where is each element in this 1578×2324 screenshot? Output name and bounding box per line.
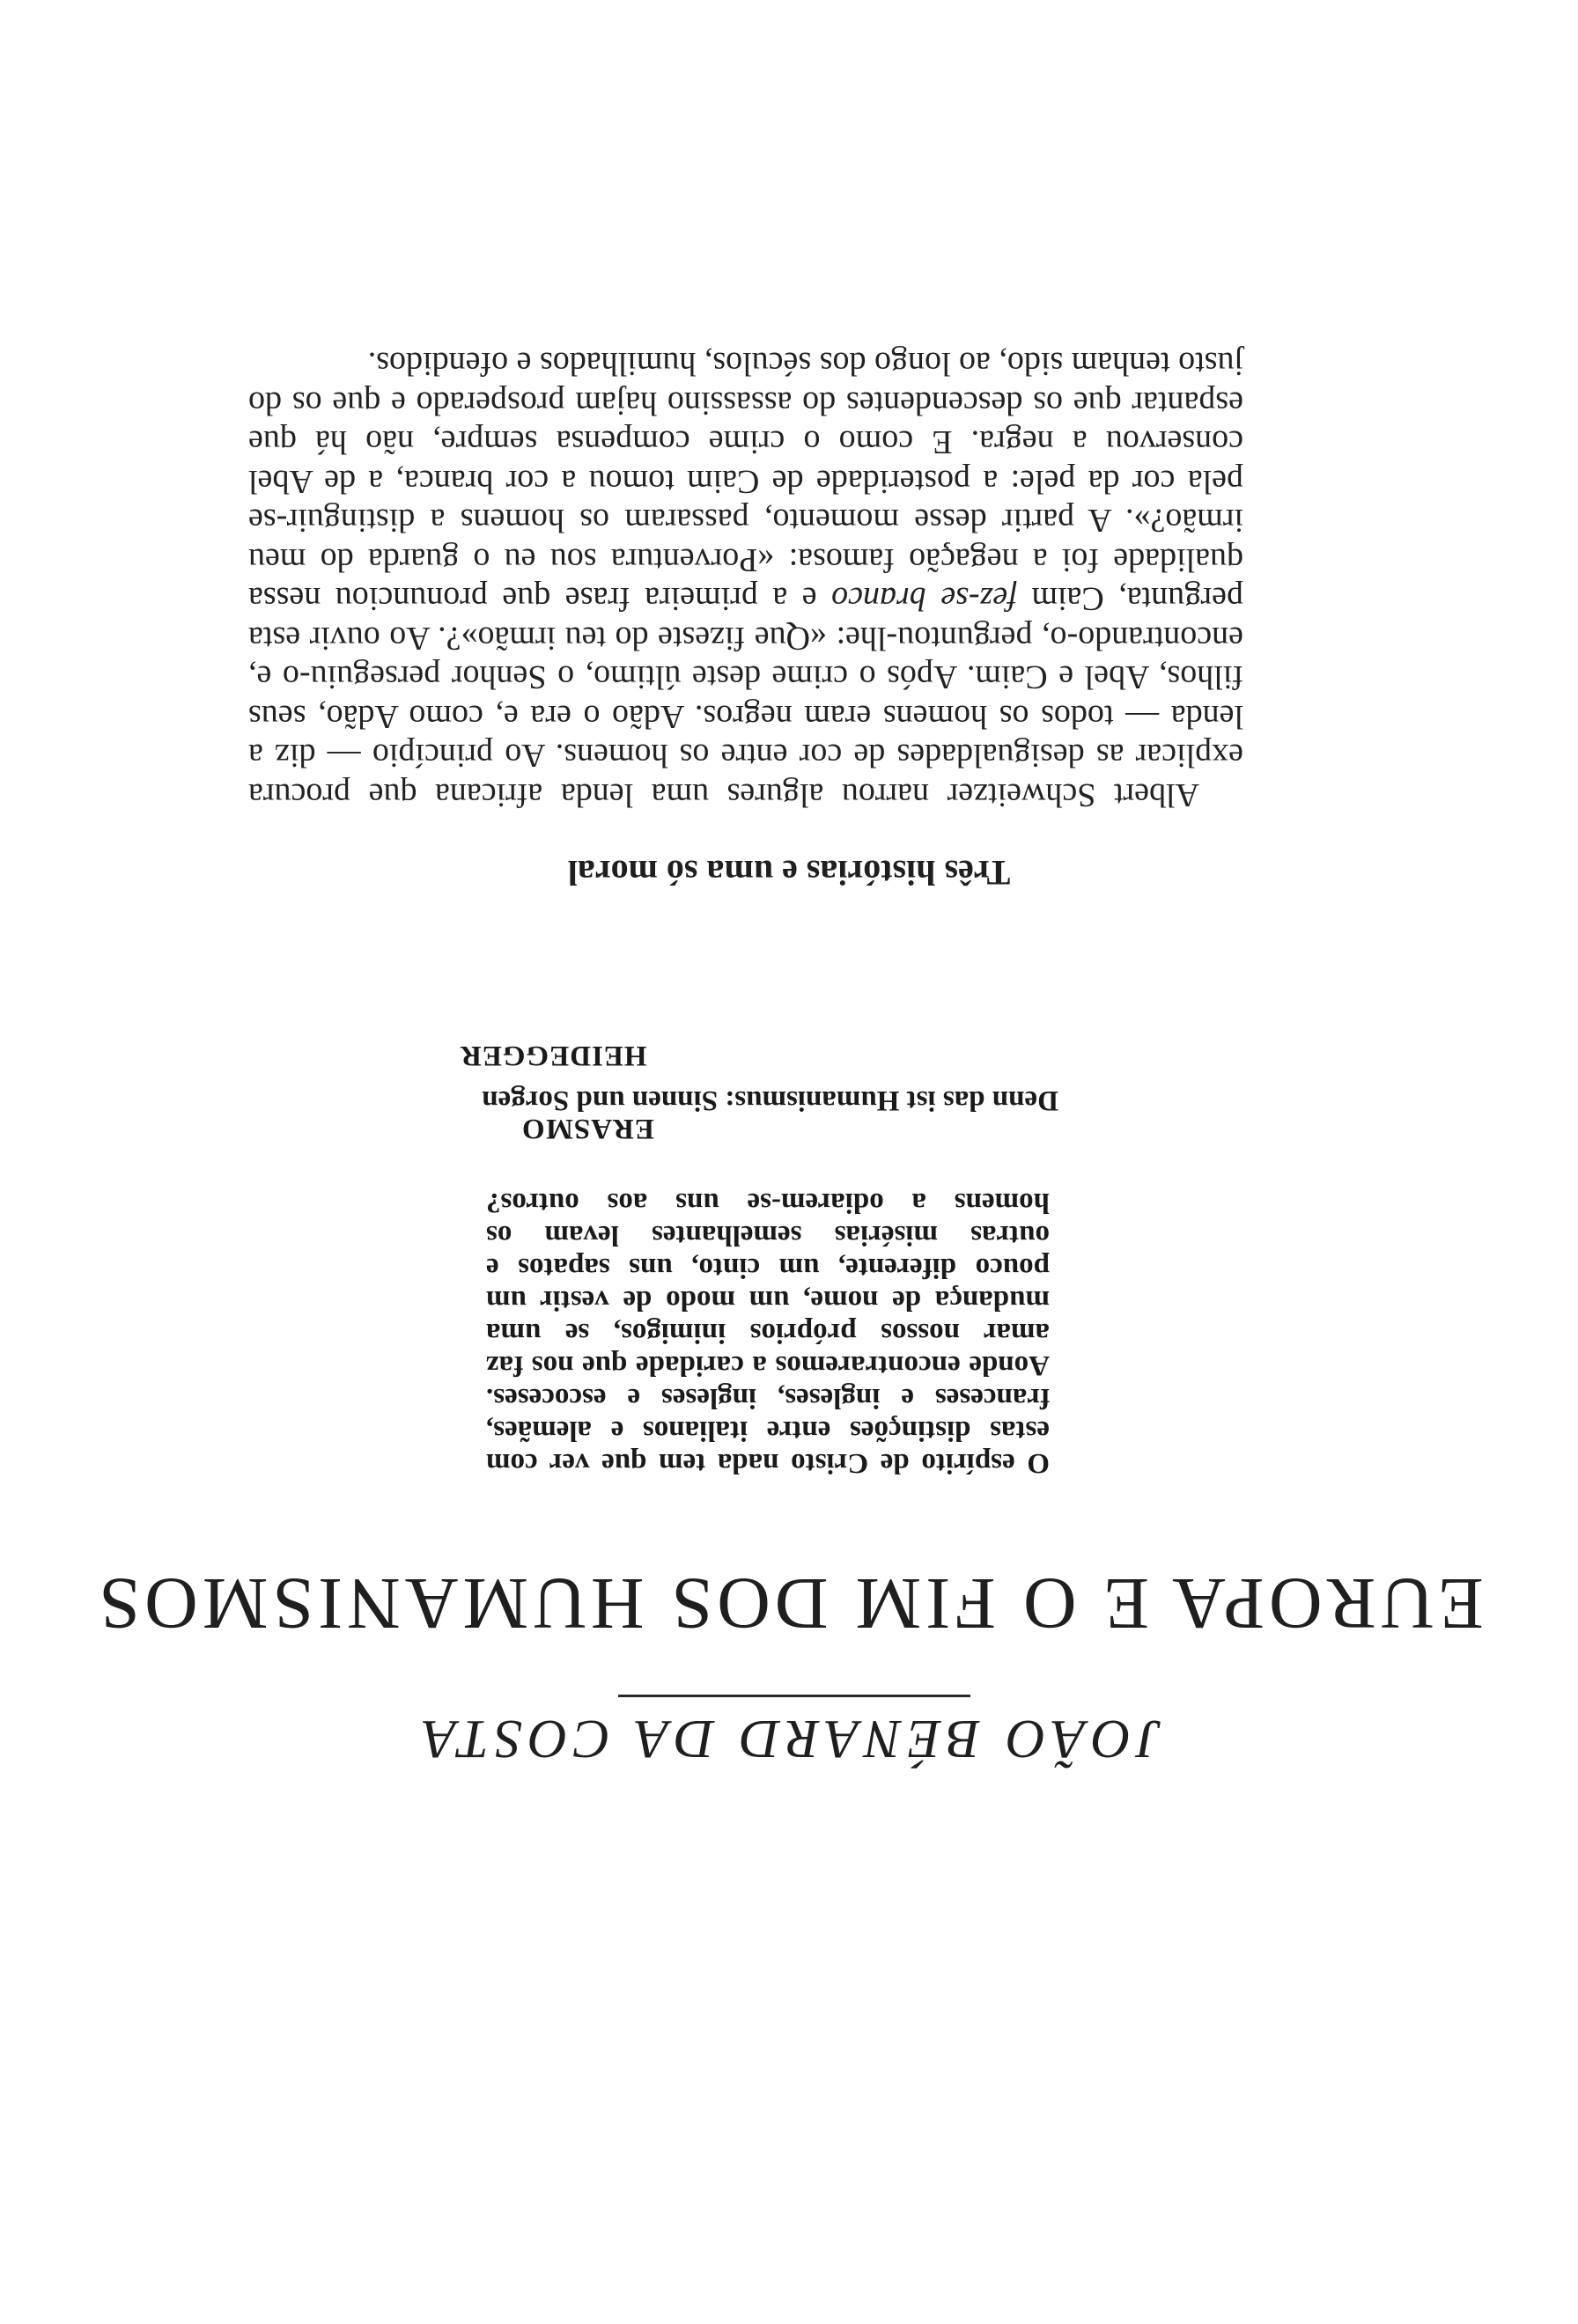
- author-name: JOÃO BÉNARD DA COSTA: [417, 1709, 1161, 1769]
- epigraph-heidegger: [442, 1039, 1058, 1116]
- body-text: [248, 344, 1243, 814]
- body-text-part: Albert Schweitzer narrou algures uma lenda africana que procura explicar as desigualdades de cor entre os homens. Ao princípio — diz a lenda — todos os homens eram negros. Adão o era e, como Adão, seus filhos, Abel e Caim. Após o crime deste último, o Senhor perseguiu-o e, encontrando-o, perguntou-lhe: «Que fizeste do teu irmão»?. Ao ouvir esta pergunta, Caim: [248, 580, 1243, 813]
- body-paragraph: [248, 344, 1243, 814]
- section-title: Três histórias e uma só moral: [567, 853, 1011, 893]
- page-title: EUROPA E O FIM DOS HUMANISMOS: [94, 1563, 1484, 1644]
- epigraph-attribution: HEIDEGGER: [460, 1040, 647, 1071]
- epigraph-text: O espírito de Cristo nada tem que ver com estas distinções entre italianos e alemães, franceses e ingleses, ingleses e escoceses. Aonde encontraremos a caridade que nos faz amar nossos próprios inimigos, se uma mudança de nome, um modo de vestir um pouco diferente, um cinto, uns sapatos e outras misérias semelhantes levam os homens a odiarem-se uns aos outros?: [486, 1187, 1050, 1479]
- body-emphasis: fez-se branco: [831, 580, 1017, 618]
- title-rule: [618, 1695, 970, 1697]
- body-text-part: e a primeira frase que pronunciou nessa qualidade foi a negação famosa: «Porventura sou eu o guarda do meu irmão?». A partir desse momento, passaram os homens a distinguir-se pela cor da pele: a posteridade de Caim tomou a cor branca, a de Abel conservou a negra. E como o crime compensa sempre, não há que espantar que os descendentes do assassino hajam prosperado e que os do justo tenham sido, ao longo dos séculos, humilhados e ofendidos.: [247, 345, 1243, 618]
- epigraph-attribution: ERASMO: [521, 1113, 654, 1144]
- epigraph-text: Denn das ist Humanismus: Sinnen und Sorgen: [482, 1085, 1058, 1116]
- epigraph-erasmo: [486, 1112, 1050, 1479]
